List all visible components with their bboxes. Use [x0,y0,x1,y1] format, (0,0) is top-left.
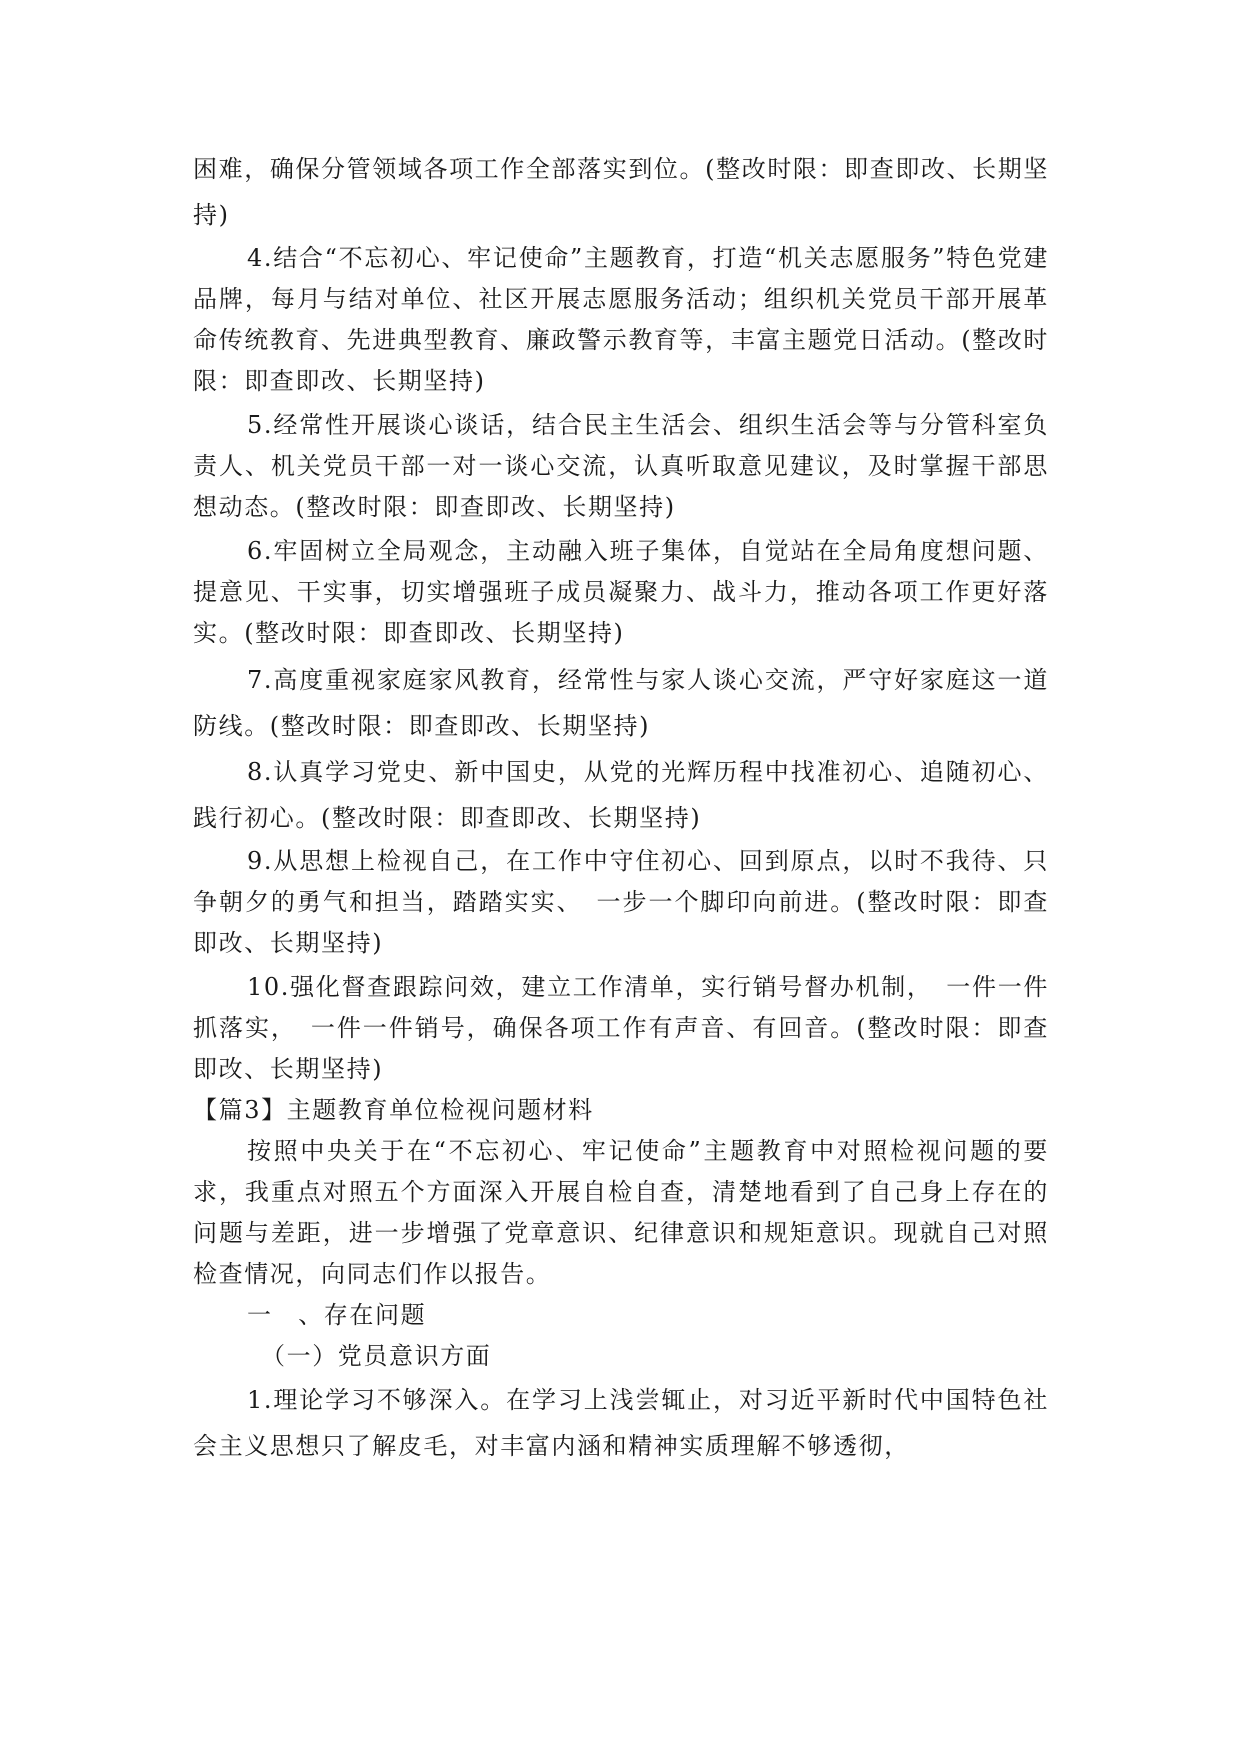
intro-paragraph: 按照中央关于在“不忘初心、牢记使命”主题教育中对照检视问题的要求，我重点对照五个方面深入开展自检自查，清楚地看到了自己身上存在的问题与差距，进一步增强了党章意识、纪律意识和规矩意识。现就自己对照检查情况，向同志们作以报告。 [193,1137,1049,1288]
paragraph-item-5: 5.经常性开展谈心谈话，结合民主生活会、组织生活会等与分管科室负责人、机关党员干部一对一谈心交流，认真听取意见建议，及时掌握干部思想动态。(整改时限：即查即改、长期坚持) [193,411,1049,521]
paragraph-item-9: 9.从思想上检视自己，在工作中守住初心、回到原点，以时不我待、只争朝夕的勇气和担当，踏踏实实、 一步一个脚印向前进。(整改时限：即查即改、长期坚持) [193,847,1049,957]
paragraph-item-10: 10.强化督查跟踪问效，建立工作清单，实行销号督办机制， 一件一件抓落实， 一件一件销号，确保各项工作有声音、有回音。(整改时限：即查即改、长期坚持) [193,973,1049,1083]
paragraph-theory-study: 1.理论学习不够深入。在学习上浅尝辄止，对习近平新时代中国特色社会主义思想只了解皮毛，对丰富内涵和精神实质理解不够透彻， [193,1386,1049,1460]
document-body [193,146,1049,1469]
paragraph-item-4: 4.结合“不忘初心、牢记使命”主题教育，打造“机关志愿服务”特色党建品牌，每月与结对单位、社区开展志愿服务活动；组织机关党员干部开展革命传统教育、先进典型教育、廉政警示教育等，丰富主题党日活动。(整改时限：即查即改、长期坚持) [193,244,1049,395]
paragraph-item-8: 8.认真学习党史、新中国史，从党的光辉历程中找准初心、追随初心、践行初心。(整改时限：即查即改、长期坚持) [193,758,1049,832]
paragraph-item-6: 6.牢固树立全局观念，主动融入班子集体，自觉站在全局角度想问题、提意见、干实事，切实增强班子成员凝聚力、战斗力，推动各项工作更好落实。(整改时限：即查即改、长期坚持) [193,537,1049,647]
heading-level-2: （一）党员意识方面 [261,1342,492,1370]
section-title: 【篇3】主题教育单位检视问题材料 [193,1096,594,1124]
paragraph-item-7: 7.高度重视家庭家风教育，经常性与家人谈心交流，严守好家庭这一道防线。(整改时限：即查即改、长期坚持) [193,666,1049,740]
heading-level-1: 一 、存在问题 [247,1301,427,1329]
paragraph-continuation: 困难，确保分管领域各项工作全部落实到位。(整改时限：即查即改、长期坚持) [193,155,1049,229]
